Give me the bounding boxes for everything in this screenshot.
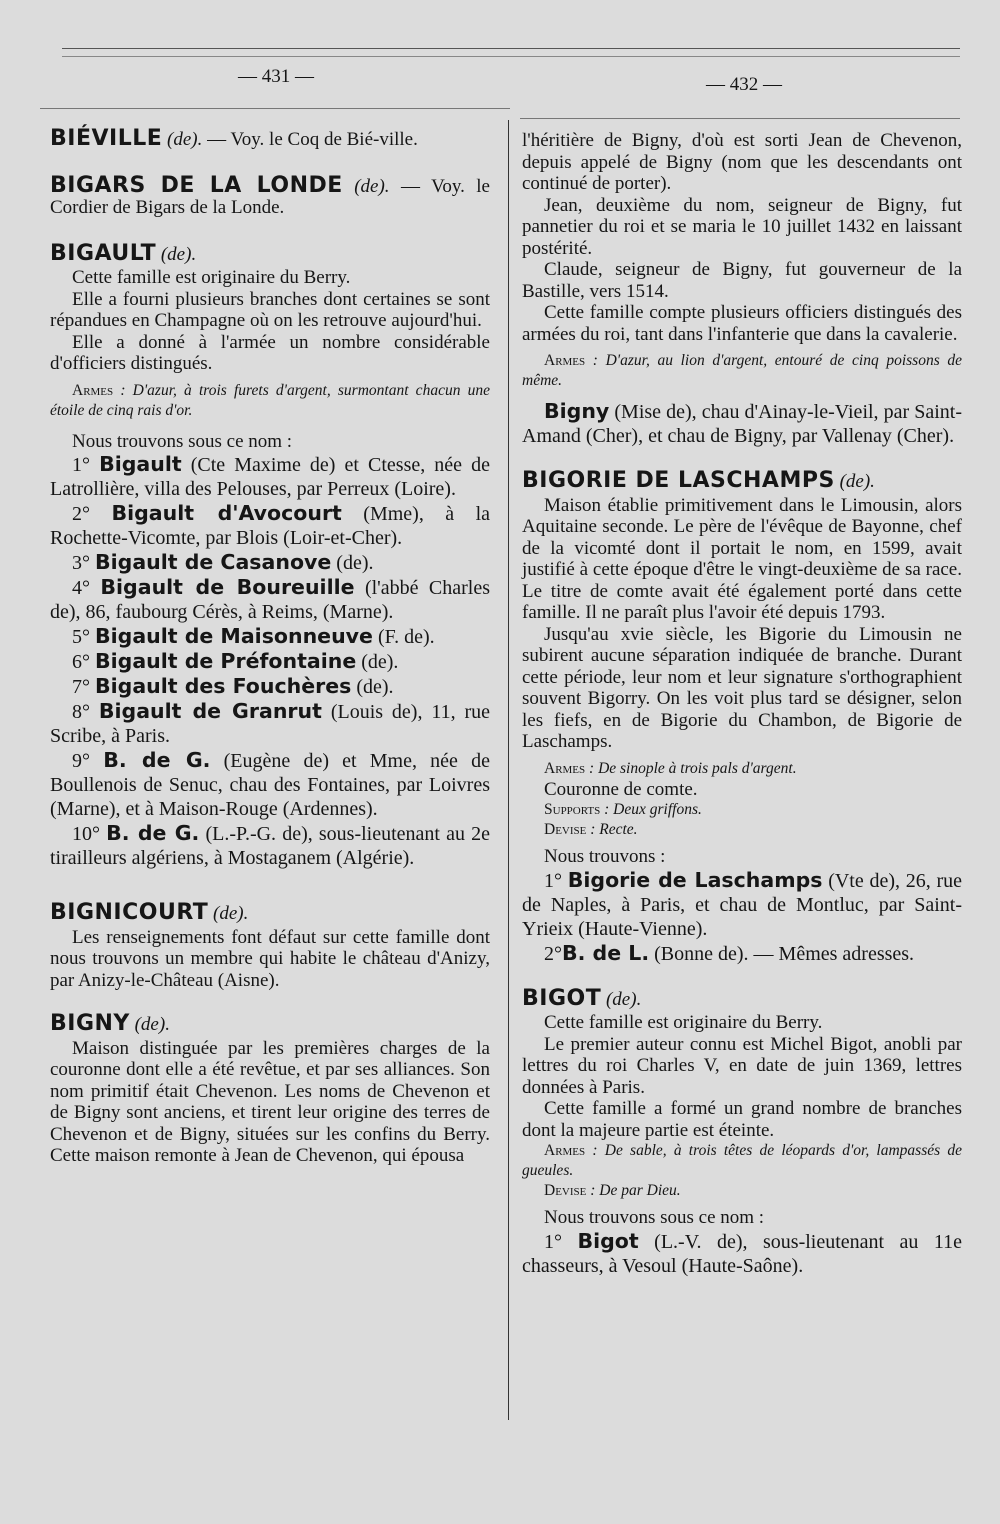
entry-bigars: BIGARS DE LA LONDE (de). — Voy. le Cordier de Bigars de la Londe. (50, 172, 490, 218)
bigny-entry: Bigny (Mise de), chau d'Ainay-le-Vieil, par Saint-Amand (Cher), et chau de Bigny, par Vallenay (Cher). (522, 399, 962, 447)
heading-bignicourt: BIGNICOURT (50, 900, 209, 925)
right-column (522, 130, 962, 1278)
bigot-p2: Le premier auteur connu est Michel Bigot, anobli par lettres du roi Charles V, en date de juin 1369, lettres données à Paris. (522, 1033, 962, 1098)
left-column (50, 128, 490, 1167)
heading-bigorie: BIGORIE DE LASCHAMPS (522, 468, 835, 493)
bigorie-armes: Armes : De sinople à trois pals d'argent. (544, 759, 797, 777)
entry-bigault: BIGAULT (de). (50, 240, 197, 266)
bigny-armes: Armes : D'azur, au lion d'argent, entouré de cinq poissons de même. (522, 352, 962, 389)
bigorie-devise: Devise : Recte. (544, 821, 638, 838)
bigot-armes: Armes : De sable, à trois têtes de léopards d'or, lampassés de gueules. (522, 1142, 963, 1179)
bigault-entry: 5° Bigault de Maisonneuve (F. de). (72, 624, 435, 648)
heading-bigot: BIGOT (522, 985, 602, 1011)
bigault-entry: 10° B. de G. (L.-P.-G. de), sous-lieutenant au 2e tirailleurs algériens, à Mostaganem (Algérie). (50, 821, 491, 869)
bigault-origin: Cette famille est originaire du Berry. (72, 267, 351, 288)
bigny-continued: l'héritière de Bigny, d'où est sorti Jean de Chevenon, depuis appelé de Bigny (nom que les descendants ont continué de porter). (522, 130, 962, 194)
bigot-devise: Devise : De par Dieu. (544, 1182, 681, 1199)
entry-bigorie: BIGORIE DE LASCHAMPS (de). (522, 468, 875, 493)
heading-bigars: BIGARS DE LA LONDE (50, 172, 343, 198)
entry-bieville: BIÉVILLE (de). — Voy. le Coq de Bié-ville. (50, 126, 418, 151)
bigault-armes: Armes : D'azur, à trois furets d'argent, surmontant chacun une étoile de cinq rais d'or. (50, 381, 490, 419)
entry-bigot: BIGOT (de). (522, 985, 642, 1011)
bigorie-supports: Supports : Deux griffons. (544, 801, 702, 818)
top-rule-inner (62, 56, 960, 57)
bigorie-entry-2: 2°B. de L. (Bonne de). — Mêmes adresses. (544, 940, 915, 965)
bigault-entry: 4° Bigault de Boureuille (l'abbé Charles de), 86, faubourg Cérès, à Reims, (Marne). (50, 575, 491, 623)
entry-bigny: BIGNY (de). (50, 1011, 170, 1036)
bigny-claude: Claude, seigneur de Bigny, fut gouverneur de la Bastille, vers 1514. (522, 259, 962, 302)
entry-bignicourt: BIGNICOURT (de). (50, 900, 249, 925)
bigault-entry-list (50, 452, 490, 870)
bigault-entry: 7° Bigault des Fouchères (de). (72, 674, 394, 698)
bigorie-p1: Maison établie primitivement dans le Limousin, alors Aquitaine seconde. Le père de l'évêque de Bayonne, chef de la vicomté dont il portait le nom, en 1599, avait justifié à cette époque d'être le vingt-deuxième de sa race. Le titre de comte avait été également porté dans cette famille. Il ne paraît plus l'avoir été depuis 1793. (522, 494, 962, 623)
bigault-entry: 6° Bigault de Préfontaine (de). (72, 649, 399, 673)
bigault-entry: 8° Bigault de Granrut (Louis de), 11, rue Scribe, à Paris. (50, 699, 490, 747)
heading-bieville: BIÉVILLE (50, 126, 163, 151)
bigot-entry-1: 1° Bigot (L.-V. de), sous-lieutenant au 11e chasseurs, à Vesoul (Haute-Saône). (522, 1228, 963, 1277)
bigot-p1: Cette famille est originaire du Berry. (544, 1012, 823, 1033)
page-number-right: — 432 — (706, 74, 782, 95)
bigorie-p2: Jusqu'au xvie siècle, les Bigorie du Limousin ne subirent aucune séparation indiquée de branche. Durant cette période, leur nom et leur signature s'orthographient souvent Bigorry. On les voit plus tard se désigner, selon les fiefs, en de Bigorie du Chambon, de Bigorie de Laschamps. (522, 623, 962, 752)
header-rule-left (40, 108, 510, 109)
heading-bigny: BIGNY (50, 1011, 130, 1036)
top-rule (62, 48, 960, 49)
bigorie-entry-1: 1° Bigorie de Laschamps (Vte de), 26, rue de Naples, à Paris, et chau de Montluc, par Saint-Yrieix (Haute-Vienne). (522, 867, 963, 940)
bigny-officers: Cette famille compte plusieurs officiers distingués des armées du roi, tant dans l'infanterie que dans la cavalerie. (522, 302, 962, 345)
bigny-jean: Jean, deuxième du nom, seigneur de Bigny, fut pannetier du roi et se maria le 10 juillet 1432 en laissant postérité. (522, 194, 962, 259)
bigault-entry: 3° Bigault de Casanove (de). (72, 550, 374, 574)
heading-bigault: BIGAULT (50, 240, 157, 266)
bigault-army: Elle a donné à l'armée un nombre considérable d'officiers distingués. (50, 331, 490, 374)
bigault-branches: Elle a fourni plusieurs branches dont certaines se sont répandues en Champagne où on les retrouve aujourd'hui. (50, 288, 490, 331)
bigault-entry: 1° Bigault (Cte Maxime de) et Ctesse, née de Latrollière, villa des Pelouses, par Perreux (Loire). (50, 452, 490, 500)
bignicourt-text: Les renseignements font défaut sur cette famille dont nous trouvons un membre qui habite le château d'Anizy, par Anizy-le-Château (Aisne). (50, 926, 490, 991)
bigorie-nous: Nous trouvons : (544, 846, 666, 867)
bigot-p3: Cette famille a formé un grand nombre de branches dont la majeure partie est éteinte. (522, 1098, 962, 1141)
bigny-text: Maison distinguée par les premières charges de la couronne dont elle a été revêtue, et par ses alliances. Son nom primitif était Chevenon. Les noms de Chevenon et de Bigny sont anciens, et tirent leur origine des terres de Chevenon et de Bigny, situées sur les confins du Berry. Cette maison remonte à Jean de Chevenon, qui épousa (50, 1037, 490, 1166)
page-number-left: — 431 — (238, 66, 314, 87)
bigault-entry: 2° Bigault d'Avocourt (Mme), à la Rochette-Vicomte, par Blois (Loir-et-Cher). (50, 501, 491, 549)
bigorie-couronne: Couronne de comte. (544, 778, 698, 800)
bigot-nous: Nous trouvons sous ce nom : (544, 1207, 765, 1228)
bigault-nous: Nous trouvons sous ce nom : (72, 430, 293, 452)
bigault-entry: 9° B. de G. (Eugène de) et Mme, née de Boullenois de Senuc, chau des Fontaines, par Loivres (Marne), et à Maison-Rouge (Ardennes). (50, 748, 490, 820)
column-divider (508, 120, 509, 1420)
header-rule-right (520, 118, 960, 119)
